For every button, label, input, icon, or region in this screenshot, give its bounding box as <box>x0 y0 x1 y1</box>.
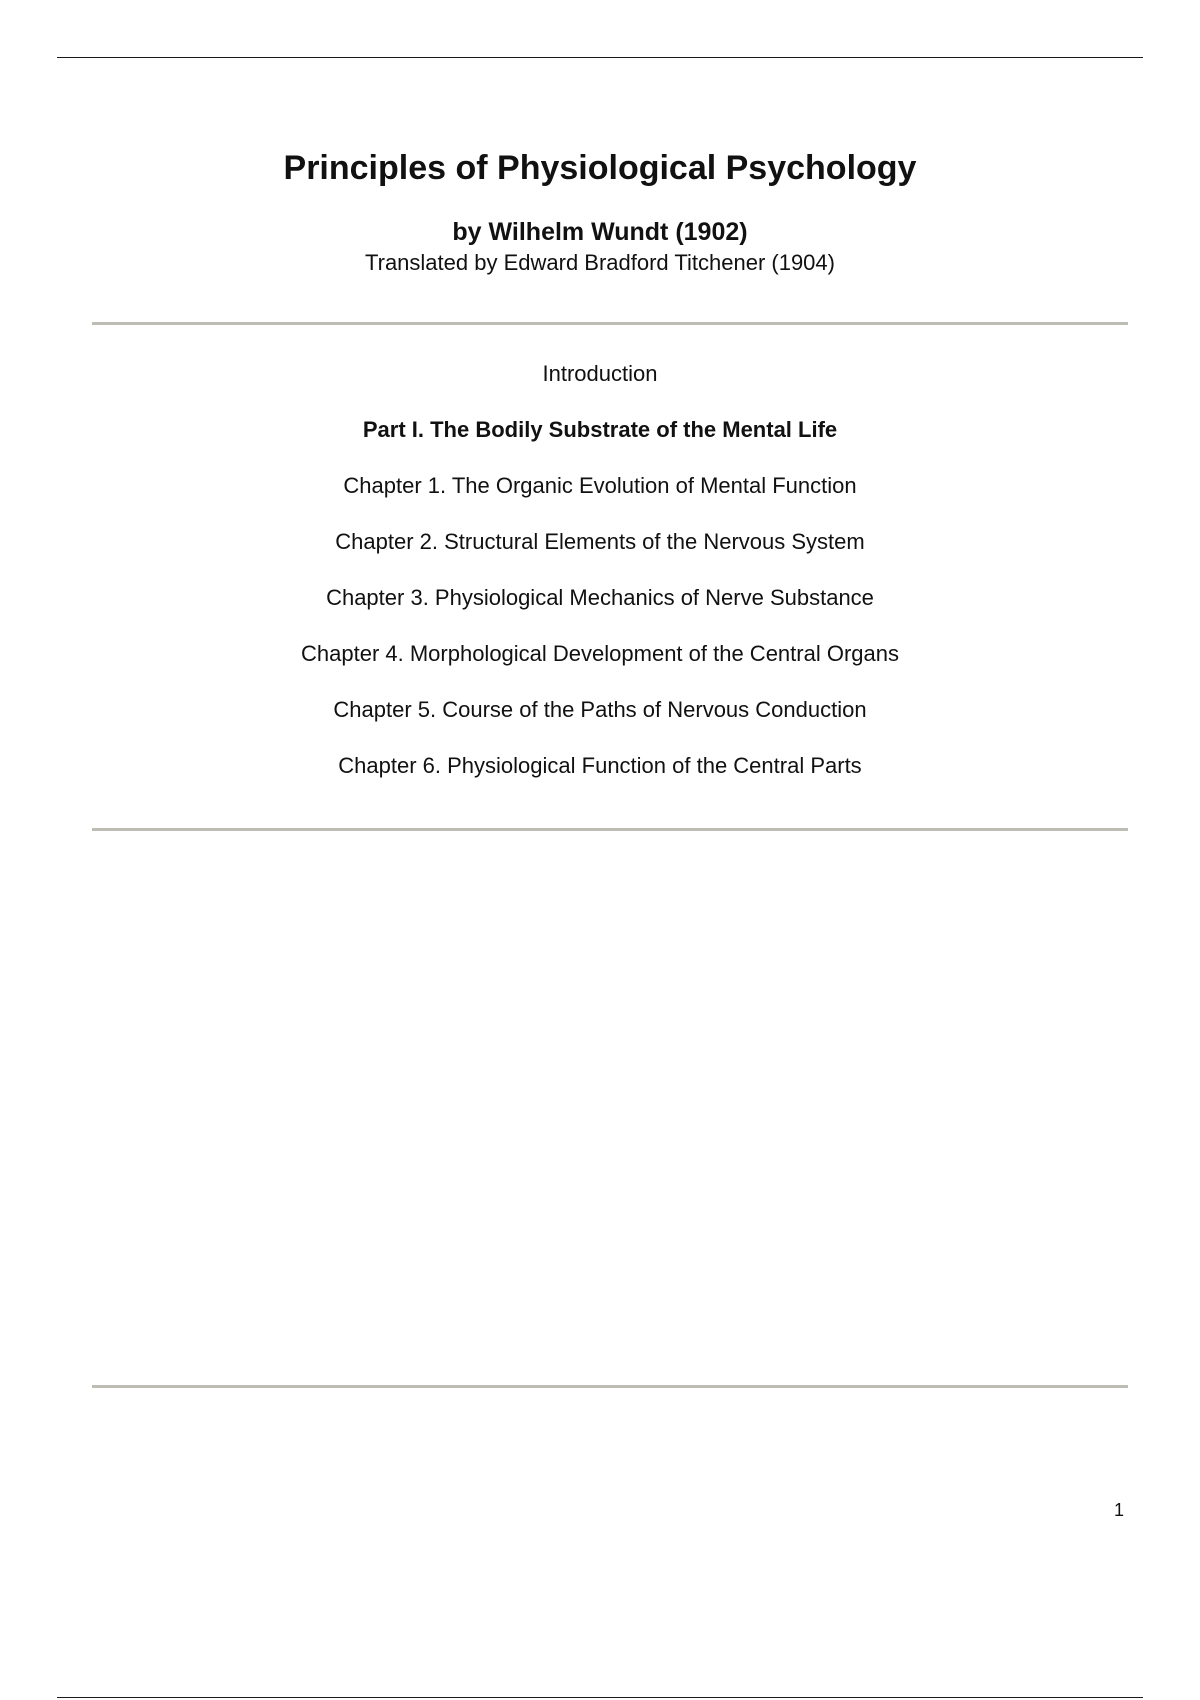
toc-chapter-6-link[interactable]: Chapter 6. Physiological Function of the Central Parts <box>338 753 862 778</box>
page-bottom-border <box>57 1697 1143 1698</box>
toc-chapter-4-link[interactable]: Chapter 4. Morphological Development of the Central Organs <box>301 641 899 666</box>
page-top-border <box>57 57 1143 58</box>
toc-chapter-1-link[interactable]: Chapter 1. The Organic Evolution of Mental Function <box>343 473 857 498</box>
translator-line: Translated by Edward Bradford Titchener (1904) <box>365 250 835 275</box>
toc-introduction-link[interactable]: Introduction <box>542 361 658 386</box>
book-title: Principles of Physiological Psychology <box>283 149 917 187</box>
toc-chapter-5-link[interactable]: Chapter 5. Course of the Paths of Nervous Conduction <box>333 697 867 722</box>
toc-part-1-heading[interactable]: Part I. The Bodily Substrate of the Mental Life <box>362 417 838 442</box>
divider-middle <box>92 828 1128 831</box>
toc-chapter-3-link[interactable]: Chapter 3. Physiological Mechanics of Nerve Substance <box>326 585 874 610</box>
table-of-contents <box>0 356 1200 804</box>
page-number: 1 <box>1113 1500 1124 1520</box>
author-line: by Wilhelm Wundt (1902) <box>452 218 748 246</box>
divider-top <box>92 322 1128 325</box>
divider-bottom <box>92 1385 1128 1388</box>
toc-chapter-2-link[interactable]: Chapter 2. Structural Elements of the Nervous System <box>335 529 865 554</box>
